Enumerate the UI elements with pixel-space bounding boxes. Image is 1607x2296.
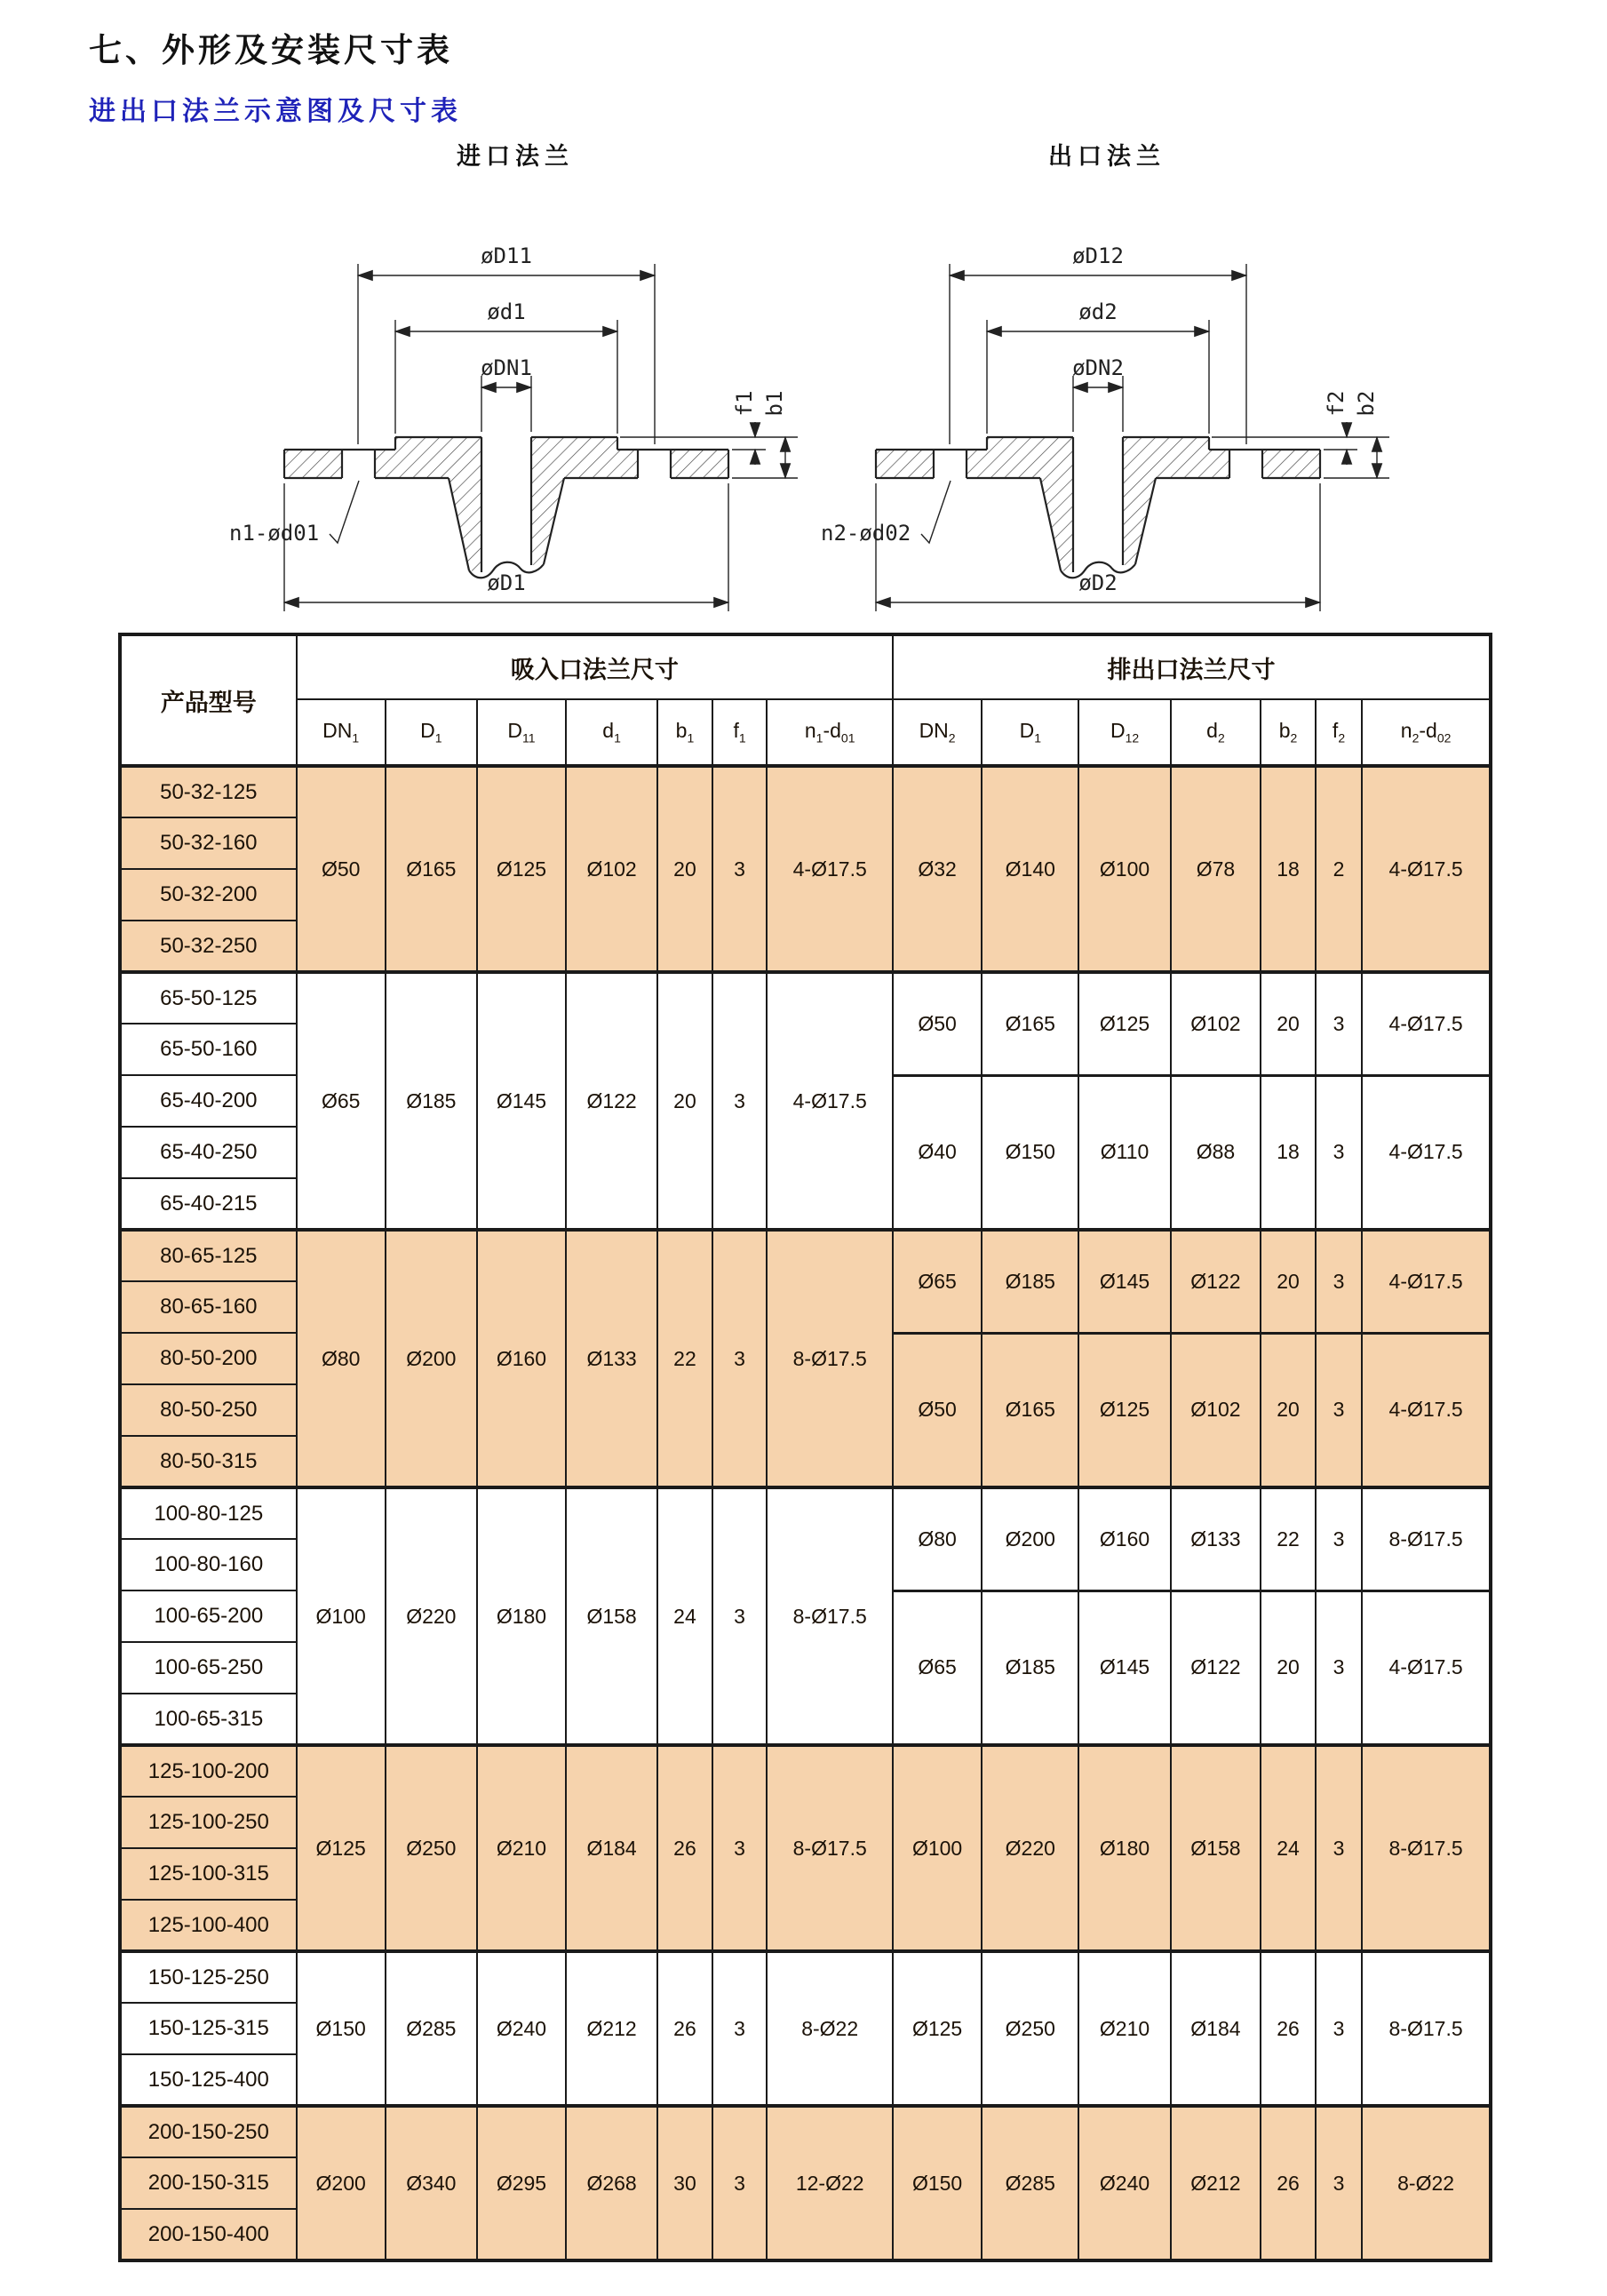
model-cell: 80-50-250	[120, 1384, 297, 1436]
discharge-cell: Ø100	[1078, 766, 1170, 972]
header-d1-small: $d_1$	[566, 699, 657, 766]
discharge-cell: Ø140	[982, 766, 1078, 972]
outlet-flange-section-svg	[814, 171, 1400, 615]
dim-label-outer-dia: øD2	[1078, 570, 1118, 595]
discharge-cell: 20	[1261, 972, 1316, 1075]
suction-cell: 8-Ø22	[767, 1951, 893, 2106]
suction-cell: 3	[712, 766, 768, 972]
suction-cell: 20	[657, 766, 712, 972]
dim-label-bolt-holes: n1-ød01	[229, 521, 320, 546]
discharge-cell: Ø32	[893, 766, 982, 972]
discharge-cell: Ø165	[982, 972, 1078, 1075]
suction-cell: 3	[712, 2106, 768, 2260]
suction-cell: 26	[657, 1951, 712, 2106]
suction-cell: Ø200	[386, 1230, 477, 1487]
discharge-cell: 8-Ø17.5	[1362, 1951, 1491, 2106]
suction-cell: 3	[712, 1230, 768, 1487]
discharge-cell: 3	[1316, 2106, 1362, 2260]
discharge-cell: Ø102	[1171, 972, 1261, 1075]
model-cell: 150-125-315	[120, 2003, 297, 2054]
discharge-cell: 18	[1261, 766, 1316, 972]
discharge-cell: 18	[1261, 1075, 1316, 1230]
discharge-cell: 4-Ø17.5	[1362, 1230, 1491, 1333]
suction-cell: 4-Ø17.5	[767, 972, 893, 1230]
discharge-cell: 3	[1316, 1951, 1362, 2106]
discharge-cell: Ø102	[1171, 1333, 1261, 1487]
header-f1: $f_1$	[712, 699, 768, 766]
discharge-cell: Ø184	[1171, 1951, 1261, 2106]
suction-cell: 3	[712, 1745, 768, 1951]
discharge-cell: 24	[1261, 1745, 1316, 1951]
suction-cell: Ø184	[566, 1745, 657, 1951]
suction-cell: Ø160	[477, 1230, 566, 1487]
discharge-cell: 8-Ø17.5	[1362, 1745, 1491, 1951]
flange-dimension-table	[118, 633, 1492, 2262]
suction-cell: Ø285	[386, 1951, 477, 2106]
suction-cell: Ø250	[386, 1745, 477, 1951]
discharge-cell: 3	[1316, 1230, 1362, 1333]
discharge-cell: 4-Ø17.5	[1362, 766, 1491, 972]
suction-cell: 24	[657, 1487, 712, 1745]
discharge-cell: Ø50	[893, 972, 982, 1075]
header-n2-d02: $n_2-d_{02}$	[1362, 699, 1491, 766]
discharge-cell: 2	[1316, 766, 1362, 972]
discharge-cell: Ø80	[893, 1487, 982, 1590]
dim-label-bore: øDN2	[1072, 355, 1124, 380]
model-cell: 80-50-200	[120, 1333, 297, 1384]
dim-label-outer-dia: øD1	[487, 570, 526, 595]
header-d12: $D_{12}$	[1078, 699, 1170, 766]
discharge-cell: 4-Ø17.5	[1362, 1075, 1491, 1230]
page-title: 七、外形及安装尺寸表	[89, 33, 453, 69]
header-suction-group: 吸入口法兰尺寸	[297, 634, 893, 699]
discharge-cell: 3	[1316, 1075, 1362, 1230]
dim-label-bolt-holes: n2-ød02	[821, 521, 911, 546]
model-cell: 100-80-125	[120, 1487, 297, 1539]
suction-cell: Ø180	[477, 1487, 566, 1745]
flange-outline	[284, 437, 728, 578]
discharge-cell: Ø65	[893, 1230, 982, 1333]
discharge-cell: Ø210	[1078, 1951, 1170, 2106]
discharge-cell: Ø125	[1078, 1333, 1170, 1487]
suction-cell: Ø133	[566, 1230, 657, 1487]
discharge-cell: Ø150	[982, 1075, 1078, 1230]
discharge-cell: Ø40	[893, 1075, 982, 1230]
discharge-cell: Ø220	[982, 1745, 1078, 1951]
discharge-cell: 20	[1261, 1230, 1316, 1333]
page-subtitle: 进出口法兰示意图及尺寸表	[89, 97, 462, 126]
outlet-flange-drawing	[814, 137, 1400, 615]
discharge-cell: 3	[1316, 1590, 1362, 1745]
suction-cell: Ø150	[297, 1951, 386, 2106]
discharge-cell: Ø150	[893, 2106, 982, 2260]
suction-cell: Ø122	[566, 972, 657, 1230]
discharge-cell: Ø88	[1171, 1075, 1261, 1230]
model-cell: 65-40-200	[120, 1075, 297, 1127]
table-header	[120, 634, 1491, 766]
discharge-cell: Ø133	[1171, 1487, 1261, 1590]
discharge-cell: Ø250	[982, 1951, 1078, 2106]
header-d2: $D_1$	[982, 699, 1078, 766]
dim-label-face: ød1	[487, 299, 526, 324]
dim-label-bolt-circle: øD11	[481, 243, 532, 268]
header-discharge-group: 排出口法兰尺寸	[893, 634, 1491, 699]
discharge-cell: 8-Ø17.5	[1362, 1487, 1491, 1590]
dim-label-face-height: f1	[732, 390, 757, 417]
suction-cell: 3	[712, 1487, 768, 1745]
flange-drawings	[222, 137, 1607, 615]
discharge-cell: 4-Ø17.5	[1362, 1590, 1491, 1745]
model-cell: 65-40-215	[120, 1178, 297, 1230]
suction-cell: 3	[712, 972, 768, 1230]
suction-cell: Ø210	[477, 1745, 566, 1951]
suction-cell: 8-Ø17.5	[767, 1745, 893, 1951]
suction-cell: Ø65	[297, 972, 386, 1230]
discharge-cell: Ø212	[1171, 2106, 1261, 2260]
suction-cell: Ø125	[477, 766, 566, 972]
discharge-cell: 22	[1261, 1487, 1316, 1590]
discharge-cell: 26	[1261, 1951, 1316, 2106]
suction-cell: Ø200	[297, 2106, 386, 2260]
suction-cell: 30	[657, 2106, 712, 2260]
suction-cell: 8-Ø17.5	[767, 1487, 893, 1745]
discharge-cell: 26	[1261, 2106, 1316, 2260]
discharge-cell: Ø50	[893, 1333, 982, 1487]
dim-label-thickness: b2	[1354, 390, 1379, 417]
suction-cell: 22	[657, 1230, 712, 1487]
model-cell: 200-150-400	[120, 2209, 297, 2260]
discharge-cell: Ø165	[982, 1333, 1078, 1487]
model-cell: 80-50-315	[120, 1436, 297, 1487]
inlet-flange-section-svg	[222, 171, 808, 615]
header-f2: $f_2$	[1316, 699, 1362, 766]
model-cell: 80-65-125	[120, 1230, 297, 1281]
suction-cell: Ø340	[386, 2106, 477, 2260]
suction-cell: Ø165	[386, 766, 477, 972]
discharge-cell: Ø180	[1078, 1745, 1170, 1951]
suction-cell: 12-Ø22	[767, 2106, 893, 2260]
discharge-cell: 20	[1261, 1333, 1316, 1487]
suction-cell: Ø125	[297, 1745, 386, 1951]
flange-outline	[876, 437, 1320, 578]
model-cell: 50-32-200	[120, 869, 297, 921]
model-cell: 50-32-250	[120, 921, 297, 972]
suction-cell: Ø220	[386, 1487, 477, 1745]
suction-cell: 4-Ø17.5	[767, 766, 893, 972]
discharge-cell: 3	[1316, 1487, 1362, 1590]
suction-cell: Ø268	[566, 2106, 657, 2260]
discharge-cell: 3	[1316, 1333, 1362, 1487]
model-cell: 50-32-160	[120, 817, 297, 869]
suction-cell: Ø185	[386, 972, 477, 1230]
discharge-cell: Ø78	[1171, 766, 1261, 972]
header-dn2: $DN_2$	[893, 699, 982, 766]
discharge-cell: Ø145	[1078, 1230, 1170, 1333]
outlet-drawing-title: 出口法兰	[1048, 143, 1165, 170]
suction-cell: Ø295	[477, 2106, 566, 2260]
header-b2: $b_2$	[1261, 699, 1316, 766]
discharge-cell: Ø160	[1078, 1487, 1170, 1590]
suction-cell: Ø240	[477, 1951, 566, 2106]
suction-cell: Ø158	[566, 1487, 657, 1745]
model-cell: 200-150-315	[120, 2157, 297, 2209]
discharge-cell: Ø185	[982, 1590, 1078, 1745]
header-d11: $D_{11}$	[477, 699, 566, 766]
model-cell: 65-50-125	[120, 972, 297, 1024]
discharge-cell: 3	[1316, 1745, 1362, 1951]
suction-cell: Ø50	[297, 766, 386, 972]
discharge-cell: 4-Ø17.5	[1362, 972, 1491, 1075]
discharge-cell: 3	[1316, 972, 1362, 1075]
header-dn1: $DN_1$	[297, 699, 386, 766]
suction-cell: 3	[712, 1951, 768, 2106]
dim-label-thickness: b1	[762, 390, 787, 417]
discharge-cell: Ø65	[893, 1590, 982, 1745]
discharge-cell: Ø200	[982, 1487, 1078, 1590]
discharge-cell: 4-Ø17.5	[1362, 1333, 1491, 1487]
model-cell: 150-125-250	[120, 1951, 297, 2003]
discharge-cell: Ø145	[1078, 1590, 1170, 1745]
suction-cell: Ø100	[297, 1487, 386, 1745]
suction-cell: Ø212	[566, 1951, 657, 2106]
discharge-cell: Ø240	[1078, 2106, 1170, 2260]
model-cell: 65-50-160	[120, 1024, 297, 1075]
header-b1: $b_1$	[657, 699, 712, 766]
dim-label-bore: øDN1	[481, 355, 532, 380]
model-cell: 80-65-160	[120, 1281, 297, 1333]
discharge-cell: Ø110	[1078, 1075, 1170, 1230]
suction-cell: Ø102	[566, 766, 657, 972]
model-cell: 100-65-200	[120, 1590, 297, 1642]
discharge-cell: Ø285	[982, 2106, 1078, 2260]
suction-cell: 20	[657, 972, 712, 1230]
model-cell: 65-40-250	[120, 1127, 297, 1178]
discharge-cell: 8-Ø22	[1362, 2106, 1491, 2260]
model-cell: 50-32-125	[120, 766, 297, 817]
model-cell: 125-100-200	[120, 1745, 297, 1797]
discharge-cell: Ø122	[1171, 1230, 1261, 1333]
header-n1-d01: $n_1-d_{01}$	[767, 699, 893, 766]
dim-label-face: ød2	[1078, 299, 1118, 324]
header-d2-small: $d_2$	[1171, 699, 1261, 766]
discharge-cell: Ø185	[982, 1230, 1078, 1333]
discharge-cell: Ø158	[1171, 1745, 1261, 1951]
discharge-cell: Ø125	[1078, 972, 1170, 1075]
dim-label-bolt-circle: øD12	[1072, 243, 1124, 268]
model-cell: 125-100-315	[120, 1848, 297, 1900]
suction-cell: Ø145	[477, 972, 566, 1230]
discharge-cell: Ø122	[1171, 1590, 1261, 1745]
header-model: 产品型号	[120, 634, 297, 766]
suction-cell: Ø80	[297, 1230, 386, 1487]
dim-label-face-height: f2	[1324, 390, 1348, 417]
model-cell: 125-100-250	[120, 1797, 297, 1848]
model-cell: 100-65-315	[120, 1694, 297, 1745]
model-cell: 125-100-400	[120, 1900, 297, 1951]
suction-cell: 26	[657, 1745, 712, 1951]
discharge-cell: Ø125	[893, 1951, 982, 2106]
flange-table-body	[120, 766, 1491, 2260]
model-cell: 100-65-250	[120, 1642, 297, 1694]
model-cell: 100-80-160	[120, 1539, 297, 1590]
model-cell: 200-150-250	[120, 2106, 297, 2157]
inlet-drawing-title: 进口法兰	[457, 143, 574, 170]
suction-cell: 8-Ø17.5	[767, 1230, 893, 1487]
model-cell: 150-125-400	[120, 2054, 297, 2106]
discharge-cell: Ø100	[893, 1745, 982, 1951]
inlet-flange-drawing	[222, 137, 808, 615]
discharge-cell: 20	[1261, 1590, 1316, 1745]
header-d1: $D_1$	[386, 699, 477, 766]
